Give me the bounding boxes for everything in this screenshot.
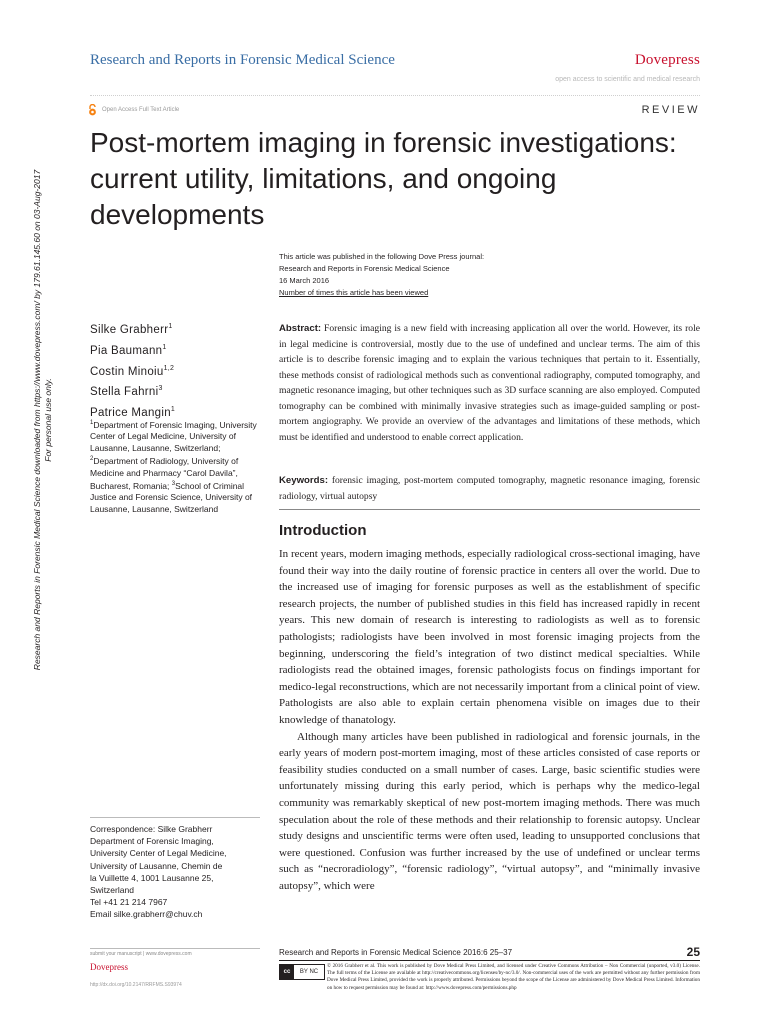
- dovepress-logo[interactable]: Dovepress: [634, 52, 700, 68]
- publication-date: 16 March 2016: [279, 276, 330, 285]
- watermark-line-2: For personal use only.: [43, 378, 53, 462]
- correspondence: Correspondence: Silke Grabherr Department of Forensic Imaging, University Center of Legal Medicine, University of Lausanne, Chemin de la Vuillette 4, 1001 Lausanne 25, Switzerland Tel +41 21 214 7967 Email silke.grabherr@chuv.ch: [90, 823, 265, 921]
- open-access-lock-icon: [88, 104, 97, 116]
- footer-dovepress-logo[interactable]: Dovepress: [90, 962, 128, 972]
- watermark-line-1: Research and Reports in Forensic Medical Science downloaded from https://www.dovepress.com/ by 179.61.145.60 on 03-Aug-2017: [32, 169, 42, 671]
- footer-journal-reference: Research and Reports in Forensic Medical Science 2016:6 25–37: [279, 948, 513, 957]
- doi-link[interactable]: http://dx.doi.org/10.2147/RRFMS.S93974: [90, 982, 182, 988]
- author-item[interactable]: Silke Grabherr$^1$: [90, 323, 173, 336]
- page-number: 25: [686, 945, 700, 959]
- author-item[interactable]: Stella Fahrni$^3$: [90, 385, 163, 399]
- header-divider: [90, 95, 700, 96]
- keywords-label: Keywords:: [279, 475, 329, 486]
- author-item[interactable]: Costin Minoiu$^{1,2}$: [90, 364, 175, 378]
- publisher-tagline: open access to scientific and medical research: [555, 76, 700, 83]
- author-item[interactable]: Patrice Mangin$^1$: [90, 406, 176, 420]
- paragraph: Although many articles have been published in radiological and forensic journals, in the early years of modern post-mortem imaging, most of these articles consisted of case reports or feasibility studies conducted on a small number of cases. Large, basic scientific studies were unfortunately missing during this early period, which is perhaps why the medico-legal community was remarkably skeptical of new post-mortem imaging methods. There was much speculation about the role of these methods and their relationship to forensic autopsy. Unclear study designs and unscientific terms were often used, leading to unsupported conclusions that were questioned. Confusion was further increased by the use of undefined or unclear terms such as “necroradiology”, “forensic radiology”, “virtual autopsy”, and “minimally invasive autopsy”, which were: [279, 730, 700, 892]
- submit-manuscript-link[interactable]: submit your manuscript | www.dovepress.com: [90, 948, 260, 957]
- author-item[interactable]: Pia Baumann$^1$: [90, 343, 167, 357]
- open-access-label: Open Access Full Text Article: [102, 107, 180, 113]
- affiliations: $^1$Department of Forensic Imaging, University Center of Legal Medicine, University of Lausanne, Lausanne, Switzerland; $^2$Department of Radiology, University of Medicine and Pharmacy “Carol Davila”, Bucharest, Romania; $^3$School of Criminal Justice and Forensic Science, University of Lausanne, Lausanne, Switzerland: [90, 419, 257, 514]
- journal-title[interactable]: Research and Reports in Forensic Medical Science: [90, 52, 395, 68]
- introduction-body: [279, 546, 700, 894]
- views-link[interactable]: Number of times this article has been viewed: [279, 288, 429, 297]
- publication-journal: Research and Reports in Forensic Medical Science: [279, 264, 450, 273]
- article-type: REVIEW: [641, 104, 700, 116]
- abstract: [279, 321, 700, 445]
- footer-left: [90, 948, 260, 988]
- publication-info: [279, 251, 484, 299]
- correspondence-divider: [90, 817, 260, 818]
- license-text: © 2016 Grabherr et al. This work is published by Dove Medical Press Limited, and licensed under Creative Commons Attribution – Non Commercial (unported, v3.0) License. The full terms of the License are available at http://creativecommons.org/licenses/by-nc/3.0/. Non-commercial uses of the work are permitted without any further permission from Dove Medical Press Limited, provided the work is properly attributed. Permissions beyond the scope of the License are administered by Dove Medical Press Limited. Information on how to request permission may be found at: http://www.dovepress.com/permissions.php: [327, 963, 700, 991]
- abstract-text: Forensic imaging is a new field with increasing application all over the world. However, its role in legal medicine is controversial, mostly due to the use of undefined and unclear terms. The aim of this article is to describe forensic imaging and to explain the various techniques that pertain to it. Essentially, these methods consist of radiological methods such as conventional radiography, computed tomography, and magnetic resonance imaging, but other techniques such as 3D surface scanning are also employed. Computed tomography can be combined with minimally invasive strategies such as image-guided sampling or post-mortem angiography. We provide an overview of the advantages and limitations of these methods, which must be identified and understood to enable correct application.: [279, 323, 700, 443]
- keywords-text: forensic imaging, post-mortem computed tomography, magnetic resonance imaging, forensic radiology, virtual autopsy: [279, 475, 700, 502]
- correspondence-email[interactable]: Email silke.grabherr@chuv.ch: [90, 909, 203, 920]
- keywords: [279, 473, 700, 504]
- open-access-badge: [88, 104, 179, 116]
- author-list: [90, 318, 175, 422]
- creative-commons-icon[interactable]: cc BY NC: [279, 964, 325, 980]
- article-title: Post-mortem imaging in forensic investigations: current utility, limitations, and ongoing developments: [90, 127, 677, 230]
- footer-divider: [279, 960, 700, 961]
- paragraph: In recent years, modern imaging methods, especially radiological cross-sectional imaging, have found their way into the daily routine of forensic practice in centers all over the world. Due to the increased use of imaging for forensic purposes as well as the establishment of specific research projects, the number of published studies in this field has increased rapidly in recent years. This new domain of research is interesting to radiologists as well as to forensic pathologists; radiologists have been involved in most forensic imaging projects from the beginning, underscoring the field’s integration of two distinct medical specialties. While radiologists read the obtained images, forensic pathologists focus on findings important for medico-legal reconstructions, which are not necessarily important from a clinical point of view. Pathologists are also able to explain certain phenomena visible on images due to their knowledge of thanatology.: [279, 548, 700, 726]
- section-heading-introduction: Introduction: [279, 522, 367, 539]
- publication-intro: This article was published in the following Dove Press journal:: [279, 252, 485, 261]
- abstract-label: Abstract:: [279, 323, 322, 334]
- abstract-divider: [279, 509, 700, 510]
